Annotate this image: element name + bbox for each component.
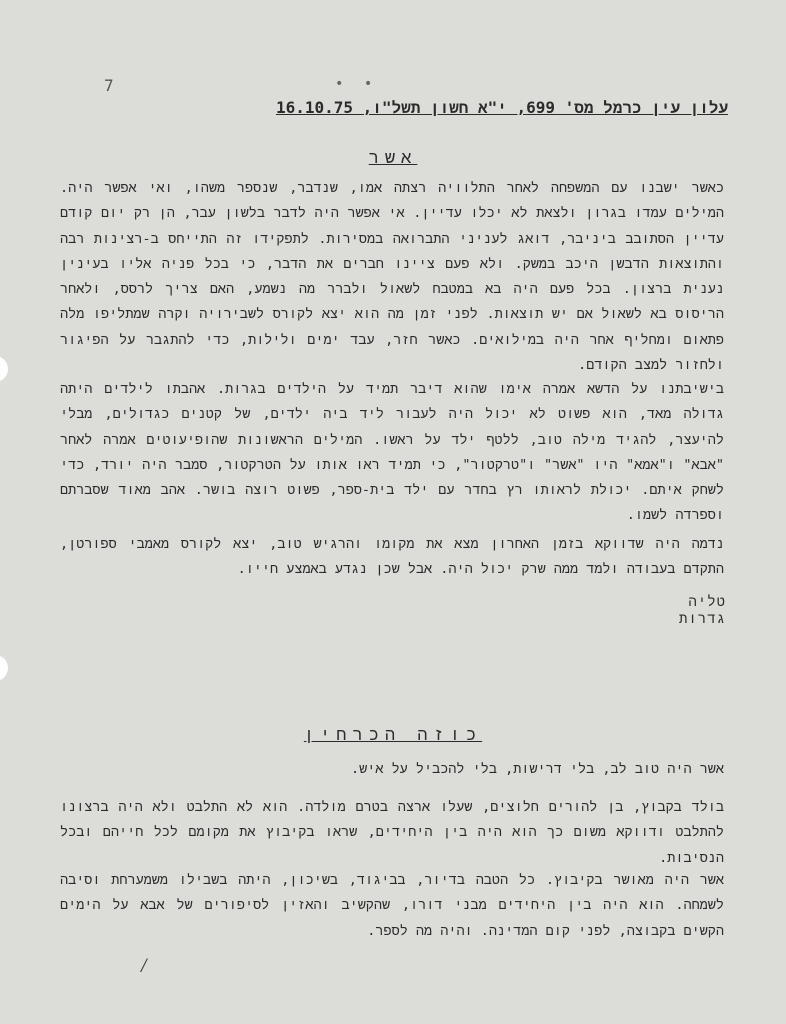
body-paragraph: בישיבתנו על הדשא אמרה אימו שהוא דיבר תמיד על הילדים בגרות. אהבתו לילדים היתה גדולה מאד, הוא פשוט לא יכול היה לעבור ליד ביה ילדים, של קטנים כגדולים, מבלי להיעצר, להגיד מילה טוב, ללטף ילד על ראשו. המילים הראשונות שהופיעוטים אמרה לאחר "אבא" ו"אמא" היו "אשר" ו"טרקטור", כי תמיד ראו אותו על הטרקטור, סמבר היה יורד, כדי לשחק איתם. יכולת לראותו רץ בחדר עם ילד בית-ספר, פשוט רוצה בושר. אהב מאוד שסברתם וספרדה לשמו.: [60, 381, 724, 524]
body-paragraph: כאשר ישבנו עם המשפחה לאחר התלוויה רצתה אמו, שנדבר, שנספר משהו, ואי אפשר היה. המילים עמדו בגרון ולצאת לא יכלו עדיין. אי אפשר היה לדבר בלשון עבר, הן רק יום קודם עדיין הסתובב ביניבר, דואג לעניני התברואה במסירות. לתפקידו זה התייחס ב-רצינות רבה והתוצאות הדבשן היכב במשק. ולא פעם ציינו חברים את הדבר, כי בכל פניה אליו בעינין נענית ברצון. בכל פעם היה בא במטבח לשאול ולברר מה נשמע, האם צריך לרסס, ולאחר הריסוס בא לשאול אם יש תוצאות. לפני זמן מה הוא יצא לקורס לשבירויה וקרה שמתליפו מלה פתאום ומחליף אחר היה במילואים. כאשר חזר, עבד ימים ולילות, כדי להתגבר על הפיגור ולחזור למצב הקודם.: [60, 180, 724, 374]
body-paragraph: נדמה היה שדווקא בזמן האחרון מצא את מקומו והרגיש טוב, יצא לקורס מאמבי ספורטן, התקדם בעבודה ולמד ממה שרק יכול היה. אבל שכן נגדע באמצע חייו.: [60, 536, 724, 578]
punch-hole: [0, 655, 8, 681]
signature-affiliation: גדרות: [678, 611, 726, 627]
signature: [678, 594, 726, 628]
body-paragraph: אשר היה מאושר בקיבוץ. כל הטבה בדיור, בביגוד, בשיכון, היתה בשבילו משמערחת וסיבה לשמחה. הוא היה בין היחידים מבני דורו, שהקשיב והאזין לסיפורים של אבא על הימים הקשים בקבוצה, לפני קום המדינה. והיה מה לספר.: [60, 872, 724, 939]
body-paragraph: בולד בקבוץ, בן להורים חלוצים, שעלו ארצה בטרם מולדה. הוא לא התלבט ולא היה ברצונו להתלבט ודווקא משום כך הוא היה בין היחידים, שראו בקיבוץ את מקומם לכל חייהם ובכל הנסיבות.: [60, 799, 724, 866]
signature-author: טליה: [688, 594, 726, 610]
section-title: כוזה הכרחין: [303, 725, 483, 745]
newsletter-header: עלון עין כרמל מס' 699, י"א חשון תשל"ו, 16.10.75: [275, 98, 728, 117]
top-dots: • •: [335, 76, 379, 92]
section-title: אשר: [368, 148, 418, 168]
stray-pen-mark: ⁄: [138, 953, 151, 977]
page-number: 7: [104, 76, 114, 95]
punch-hole: [0, 356, 8, 382]
body-paragraph: אשר היה טוב לב, בלי דרישות, בלי להכביל על איש.: [351, 761, 724, 777]
